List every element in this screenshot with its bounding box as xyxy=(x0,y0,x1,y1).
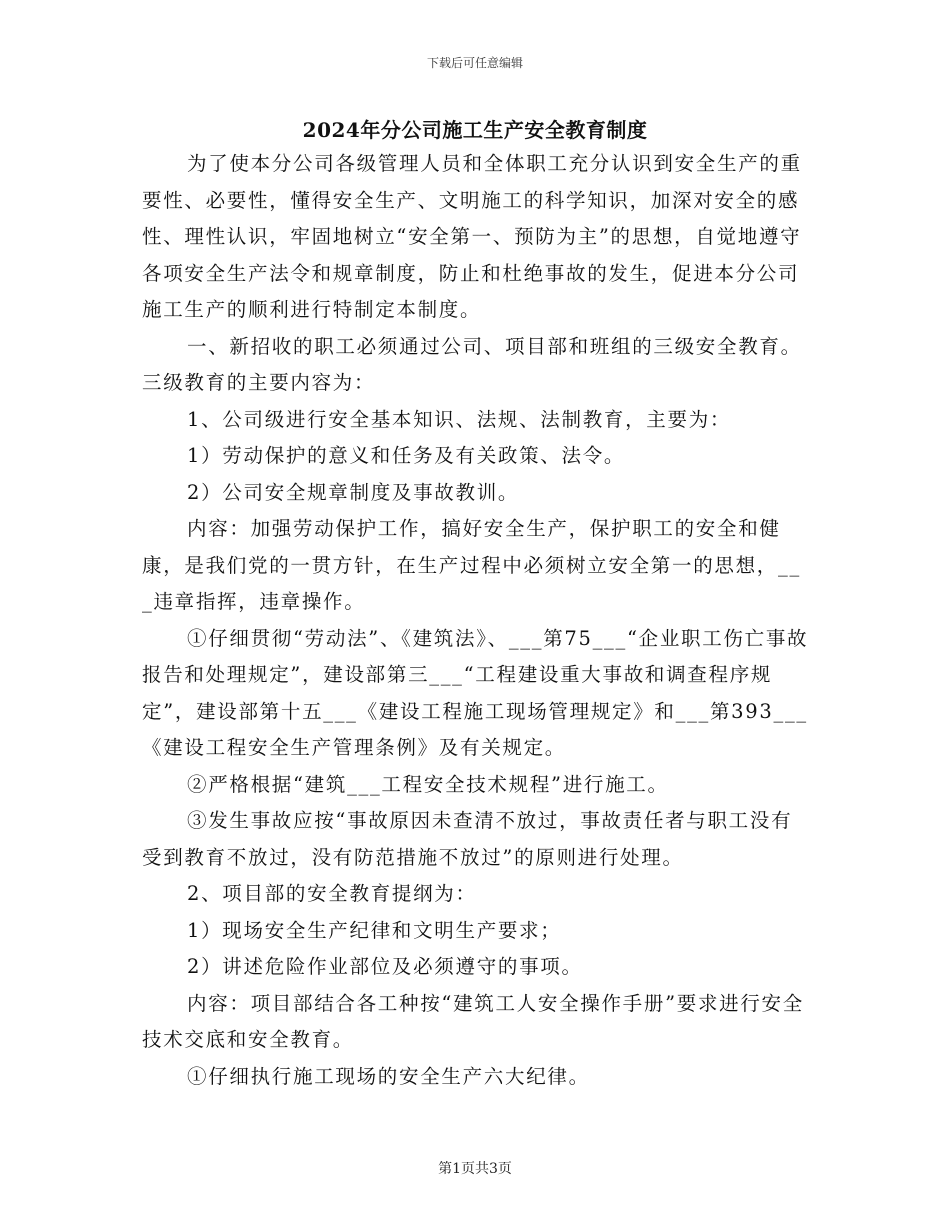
paragraph-content-1: 内容：加强劳动保护工作，搞好安全生产，保护职工的安全和健康，是我们党的一贯方针，在生产过程中必须树立安全第一的思想，___违章指挥，违章操作。 xyxy=(142,517,801,613)
paragraph-item-2: 2）公司安全规章制度及事故教训。 xyxy=(187,480,520,504)
paragraph-project-item-2: 2）讲述危险作业部位及必须遵守的事项。 xyxy=(187,955,583,978)
paragraph-content-2: 内容：项目部结合各工种按“建筑工人安全操作手册”要求进行安全技术交底和安全教育。 xyxy=(142,991,804,1051)
paragraph-project-circle-1: ①仔细执行施工现场的安全生产六大纪律。 xyxy=(187,1064,590,1088)
paragraph-project-item-1: 1）现场安全生产纪律和文明生产要求； xyxy=(187,918,562,942)
paragraph-section-1: 一、新招收的职工必须通过公司、项目部和班组的三级安全教育。三级教育的主要内容为： xyxy=(142,334,802,394)
paragraph-circle-1: ①仔细贯彻“劳动法”、《建筑法》、___第75___“企业职工伤亡事故报告和处理规定”，建设部第三___“工程建设重大事故和调查程序规定”，建设部第十五___《建设工程施工现场管理规定》和___第393___《建设工程安全生产管理条例》及有关规定。 xyxy=(142,626,809,759)
page-footer: 第1页共3页 xyxy=(438,1161,512,1177)
paragraph-project-level: 2、项目部的安全教育提纲为： xyxy=(187,882,477,905)
paragraph-company-level: 1、公司级进行安全基本知识、法规、法制教育，主要为： xyxy=(187,407,732,431)
document-body xyxy=(142,146,810,1095)
paragraph-circle-3: ③发生事故应按“事故原因未查清不放过，事故责任者与职工没有受到教育不放过，没有防范措施不放过”的原则进行处理。 xyxy=(142,809,793,869)
page-header: 下载后可任意编辑 xyxy=(426,56,523,70)
paragraph-item-1: 1）劳动保护的意义和任务及有关政策、法令。 xyxy=(187,444,626,467)
paragraph-circle-2: ②严格根据“建筑___工程安全技术规程”进行施工。 xyxy=(187,772,669,796)
paragraph-intro: 为了使本分公司各级管理人员和全体职工充分认识到安全生产的重要性、必要性，懂得安全生产、文明施工的科学知识，加深对安全的感性、理性认识，牢固地树立“安全第一、预防为主”的思想，自觉地遵守各项安全生产法令和规章制度，防止和杜绝事故的发生，促进本分公司施工生产的顺利进行特制定本制度。 xyxy=(142,152,802,321)
document-title: 2024年分公司施工生产安全教育制度 xyxy=(302,118,648,142)
